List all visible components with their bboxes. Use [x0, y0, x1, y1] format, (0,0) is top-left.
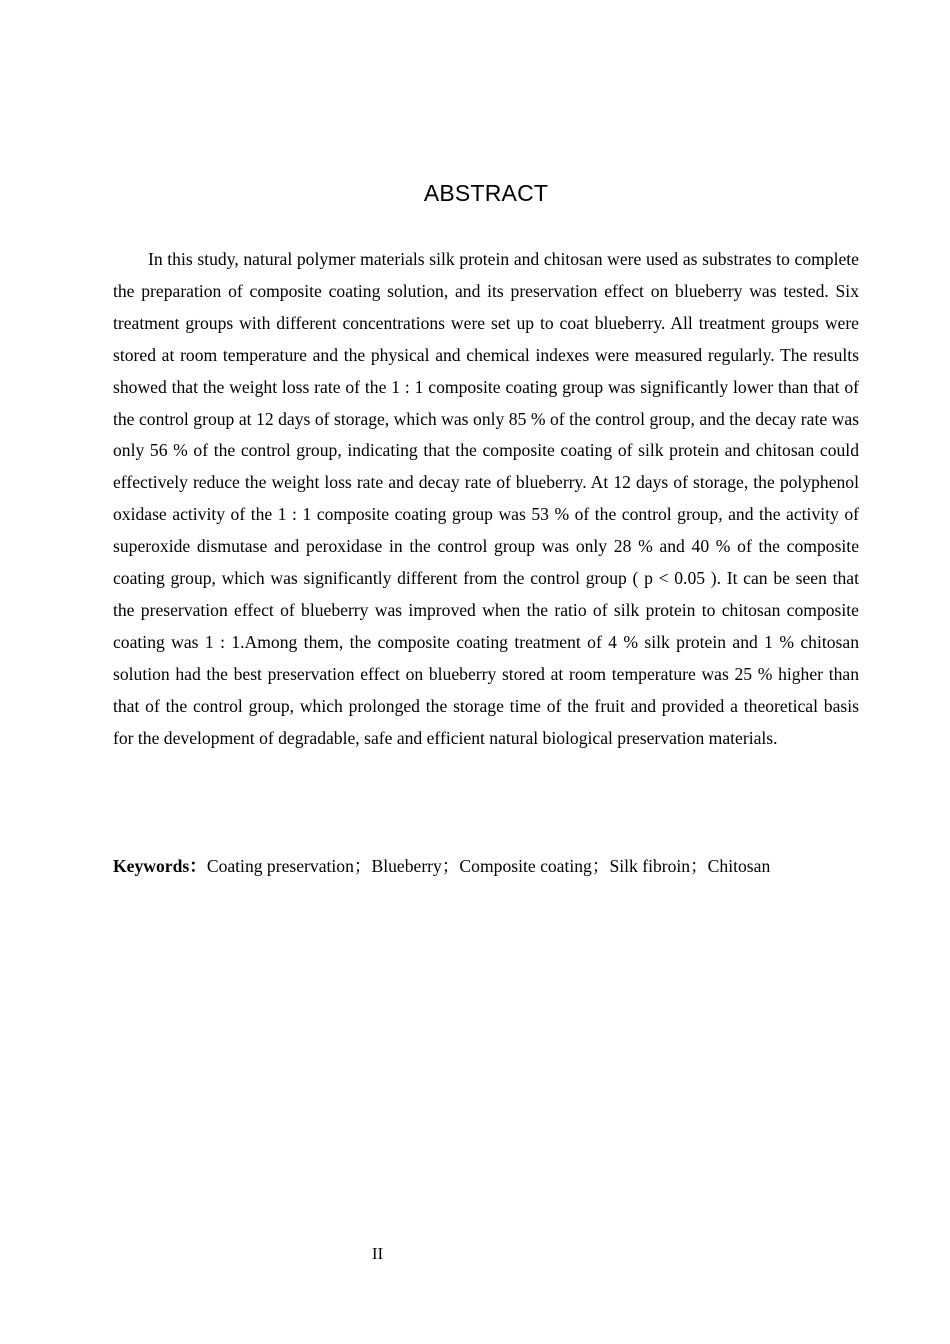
- keywords-line: [113, 851, 893, 882]
- keywords-list: Coating preservation；Blueberry；Composite coating；Silk fibroin；Chitosan: [206, 856, 771, 876]
- keywords-label: Keywords：: [113, 856, 207, 876]
- abstract-title: ABSTRACT: [423, 180, 549, 206]
- page-number: II: [371, 1244, 384, 1263]
- abstract-paragraph: In this study, natural polymer materials silk protein and chitosan were used as substrates to complete the preparation of composite coating solution, and its preservation effect on blueberry was tested. Six treatment groups with different concentrations were set up to coat blueberry. All treatment groups were stored at room temperature and the physical and chemical indexes were measured regularly. The results showed that the weight loss rate of the 1 : 1 composite coating group was significantly lower than that of the control group at 12 days of storage, which was only 85 % of the control group, and the decay rate was only 56 % of the control group, indicating that the composite coating of silk protein and chitosan could effectively reduce the weight loss rate and decay rate of blueberry. At 12 days of storage, the polyphenol oxidase activity of the 1 : 1 composite coating group was 53 % of the control group, and the activity of superoxide dismutase and peroxidase in the control group was only 28 % and 40 % of the composite coating group, which was significantly different from the control group ( p < 0.05 ). It can be seen that the preservation effect of blueberry was improved when the ratio of silk protein to chitosan composite coating was 1 : 1.Among them, the composite coating treatment of 4 % silk protein and 1 % chitosan solution had the best preservation effect on blueberry stored at room temperature was 25 % higher than that of the control group, which prolonged the storage time of the fruit and provided a theoretical basis for the development of degradable, safe and efficient natural biological preservation materials.: [113, 249, 859, 748]
